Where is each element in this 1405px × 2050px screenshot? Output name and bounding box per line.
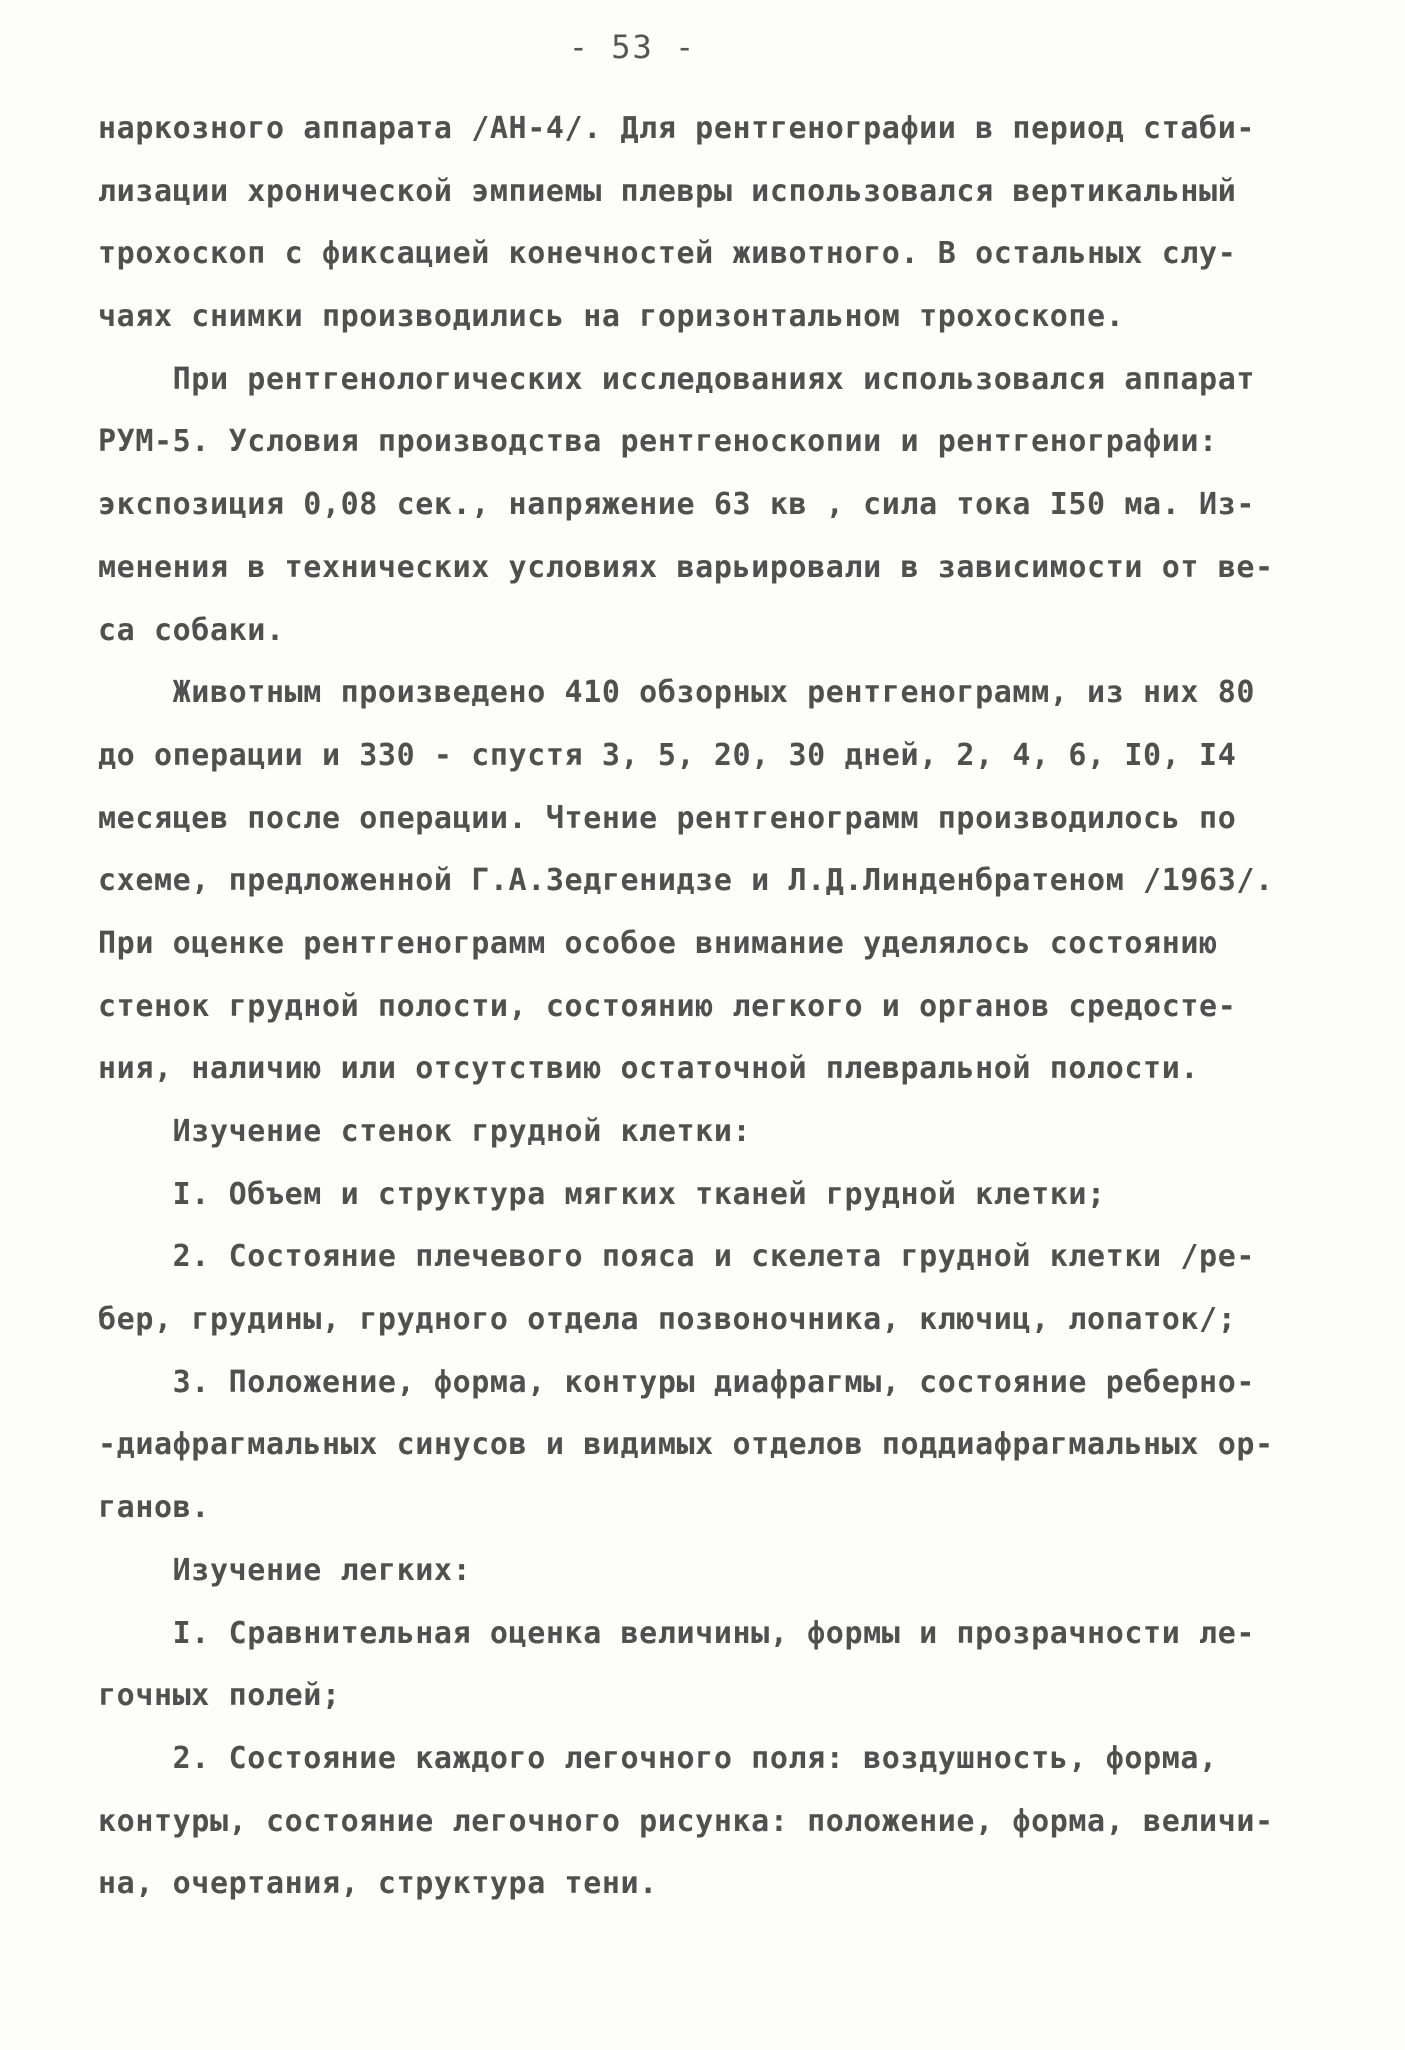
text-line: I. Объем и структура мягких тканей грудной клетки; [98, 1176, 1106, 1212]
text-line: месяцев после операции. Чтение рентгенограмм производилось по [98, 800, 1237, 836]
text-line: 3. Положение, форма, контуры диафрагмы, состояние реберно- [98, 1364, 1256, 1400]
text-line: до операции и 330 - спустя 3, 5, 20, 30 дней, 2, 4, 6, I0, I4 [98, 737, 1237, 773]
text-line: стенок грудной полости, состоянию легкого и органов средосте- [98, 988, 1237, 1024]
text-line: менения в технических условиях варьировали в зависимости от ве- [98, 549, 1274, 585]
text-line: наркозного аппарата /АН-4/. Для рентгенографии в период стаби- [98, 111, 1256, 146]
text-line: 2. Состояние каждого легочного поля: воздушность, форма, [98, 1740, 1218, 1776]
text-line: экспозиция 0,08 сек., напряжение 63 кв , сила тока I50 ма. Из- [98, 487, 1256, 523]
text-line: При оценке рентгенограмм особое внимание уделялось состоянию [98, 925, 1218, 961]
text-line: -диафрагмальных синусов и видимых отделов поддиафрагмальных ор- [98, 1427, 1274, 1463]
text-line: ния, наличию или отсутствию остаточной плевральной полости. [98, 1051, 1200, 1087]
text-line: Изучение стенок грудной клетки: [98, 1114, 752, 1149]
text-line: на, очертания, структура тени. [98, 1866, 658, 1902]
text-line: При рентгенологических исследованиях использовался аппарат [98, 361, 1256, 397]
text-line: ганов. [98, 1490, 210, 1526]
text-line: гочных полей; [98, 1678, 341, 1714]
text-line: Изучение легких: [98, 1552, 472, 1588]
text-line: контуры, состояние легочного рисунка: положение, форма, величи- [98, 1803, 1274, 1839]
text-line: са собаки. [98, 612, 285, 648]
text-line: лизации хронической эмпиемы плевры использовался вертикальный [98, 173, 1237, 209]
text-line: бер, грудины, грудного отдела позвоночника, ключиц, лопаток/; [98, 1302, 1237, 1338]
text-line: 2. Состояние плечевого пояса и скелета грудной клетки /ре- [98, 1239, 1256, 1275]
text-line: схеме, предложенной Г.А.Зедгенидзе и Л.Д.Линденбратеном /1963/. [98, 863, 1274, 899]
text-line: Животным произведено 410 обзорных рентгенограмм, из них 80 [98, 675, 1256, 711]
text-line: трохоскоп с фиксацией конечностей животного. В остальных слу- [98, 236, 1237, 272]
text-line: РУМ-5. Условия производства рентгеноскопии и рентгенографии: [98, 424, 1218, 460]
body-text [98, 98, 1338, 1916]
text-line: чаях снимки производились на горизонтальном трохоскопе. [98, 299, 1125, 335]
text-line: I. Сравнительная оценка величины, формы и прозрачности ле- [98, 1615, 1256, 1651]
page-number: - 53 - [568, 28, 697, 66]
